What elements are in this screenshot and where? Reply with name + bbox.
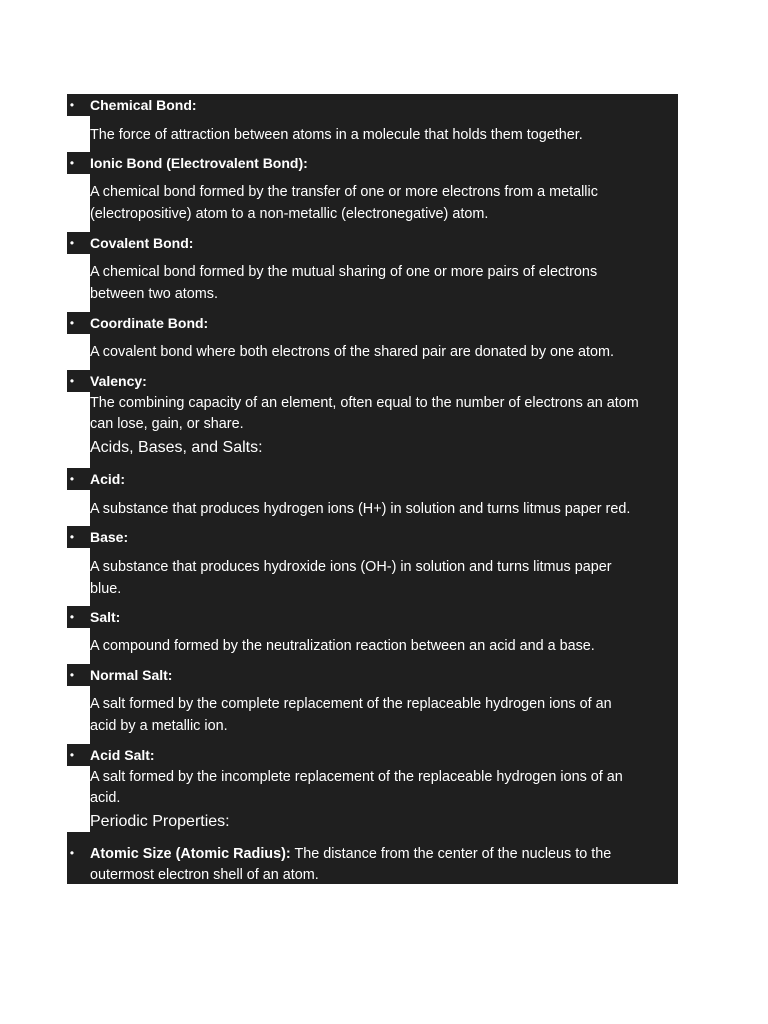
definition-paragraph	[90, 843, 611, 865]
term-label: Normal Salt:	[90, 667, 173, 683]
list-item	[67, 832, 678, 884]
bullet-icon: •	[69, 98, 75, 112]
section-heading	[90, 810, 678, 834]
definition-text: acid.	[90, 790, 121, 806]
term-label: Acid Salt:	[90, 747, 155, 763]
list-item	[67, 370, 678, 392]
definition-block	[90, 254, 678, 312]
definition-text: A covalent bond where both electrons of the shared pair are donated by one atom.	[90, 344, 615, 360]
definition-text: The combining capacity of an element, often equal to the number of electrons an atom	[90, 395, 639, 411]
definition-block	[90, 392, 678, 436]
definition-block	[90, 628, 678, 664]
definition-text: The distance from the center of the nucleus to the	[290, 846, 612, 862]
bullet-icon: •	[69, 530, 75, 544]
term-label: Base:	[90, 529, 129, 545]
definition-text: A chemical bond formed by the transfer of one or more electrons from a metallic	[90, 184, 598, 200]
list-item	[67, 232, 678, 254]
definition-text: can lose, gain, or share.	[90, 416, 244, 432]
bullet-icon: •	[69, 156, 75, 170]
definition-text: A substance that produces hydrogen ions (H+) in solution and turns litmus paper red.	[90, 501, 631, 517]
section-heading	[90, 436, 678, 460]
list-item	[67, 744, 678, 766]
list-item	[67, 526, 678, 548]
bullet-icon: •	[69, 236, 75, 250]
list-item	[67, 468, 678, 490]
bullet-icon: •	[69, 316, 75, 330]
term-label: Salt:	[90, 609, 121, 625]
list-item	[67, 152, 678, 174]
definition-text: blue.	[90, 581, 122, 597]
definition-text: outermost electron shell of an atom.	[90, 867, 319, 883]
list-item	[67, 312, 678, 334]
definition-block	[90, 766, 678, 810]
definition-block	[90, 686, 678, 744]
bullet-icon: •	[69, 472, 75, 486]
definition-text: between two atoms.	[90, 286, 218, 302]
list-item	[67, 94, 678, 116]
bullet-icon: •	[69, 846, 75, 860]
section-heading-text: Acids, Bases, and Salts:	[90, 439, 263, 456]
definition-block	[90, 116, 678, 152]
bullet-icon: •	[69, 374, 75, 388]
bullet-icon: •	[69, 610, 75, 624]
term-label: Valency:	[90, 373, 147, 389]
definition-block	[90, 548, 678, 606]
section-heading-text: Periodic Properties:	[90, 813, 230, 830]
definition-block	[90, 334, 678, 370]
definition-block	[90, 490, 678, 526]
bullet-icon: •	[69, 748, 75, 762]
definition-text: The force of attraction between atoms in a molecule that holds them together.	[90, 127, 583, 143]
definition-text: (electropositive) atom to a non-metallic (electronegative) atom.	[90, 206, 489, 222]
definition-block	[90, 174, 678, 232]
term-label: Ionic Bond (Electrovalent Bond):	[90, 155, 308, 171]
term-label: Chemical Bond:	[90, 97, 197, 113]
spacer-block	[90, 460, 678, 468]
list-item	[67, 606, 678, 628]
list-item	[67, 664, 678, 686]
term-label: Covalent Bond:	[90, 235, 194, 251]
term-label: Acid:	[90, 471, 125, 487]
definition-text: A chemical bond formed by the mutual sharing of one or more pairs of electrons	[90, 264, 598, 280]
definition-text: A compound formed by the neutralization reaction between an acid and a base.	[90, 638, 595, 654]
definition-text: acid by a metallic ion.	[90, 718, 228, 734]
term-label: Atomic Size (Atomic Radius):	[90, 846, 291, 862]
bullet-icon: •	[69, 668, 75, 682]
definition-text: A substance that produces hydroxide ions (OH-) in solution and turns litmus paper	[90, 559, 612, 575]
definition-text: A salt formed by the incomplete replacement of the replaceable hydrogen ions of an	[90, 769, 623, 785]
definition-text: A salt formed by the complete replacement of the replaceable hydrogen ions of an	[90, 696, 612, 712]
term-label: Coordinate Bond:	[90, 315, 209, 331]
